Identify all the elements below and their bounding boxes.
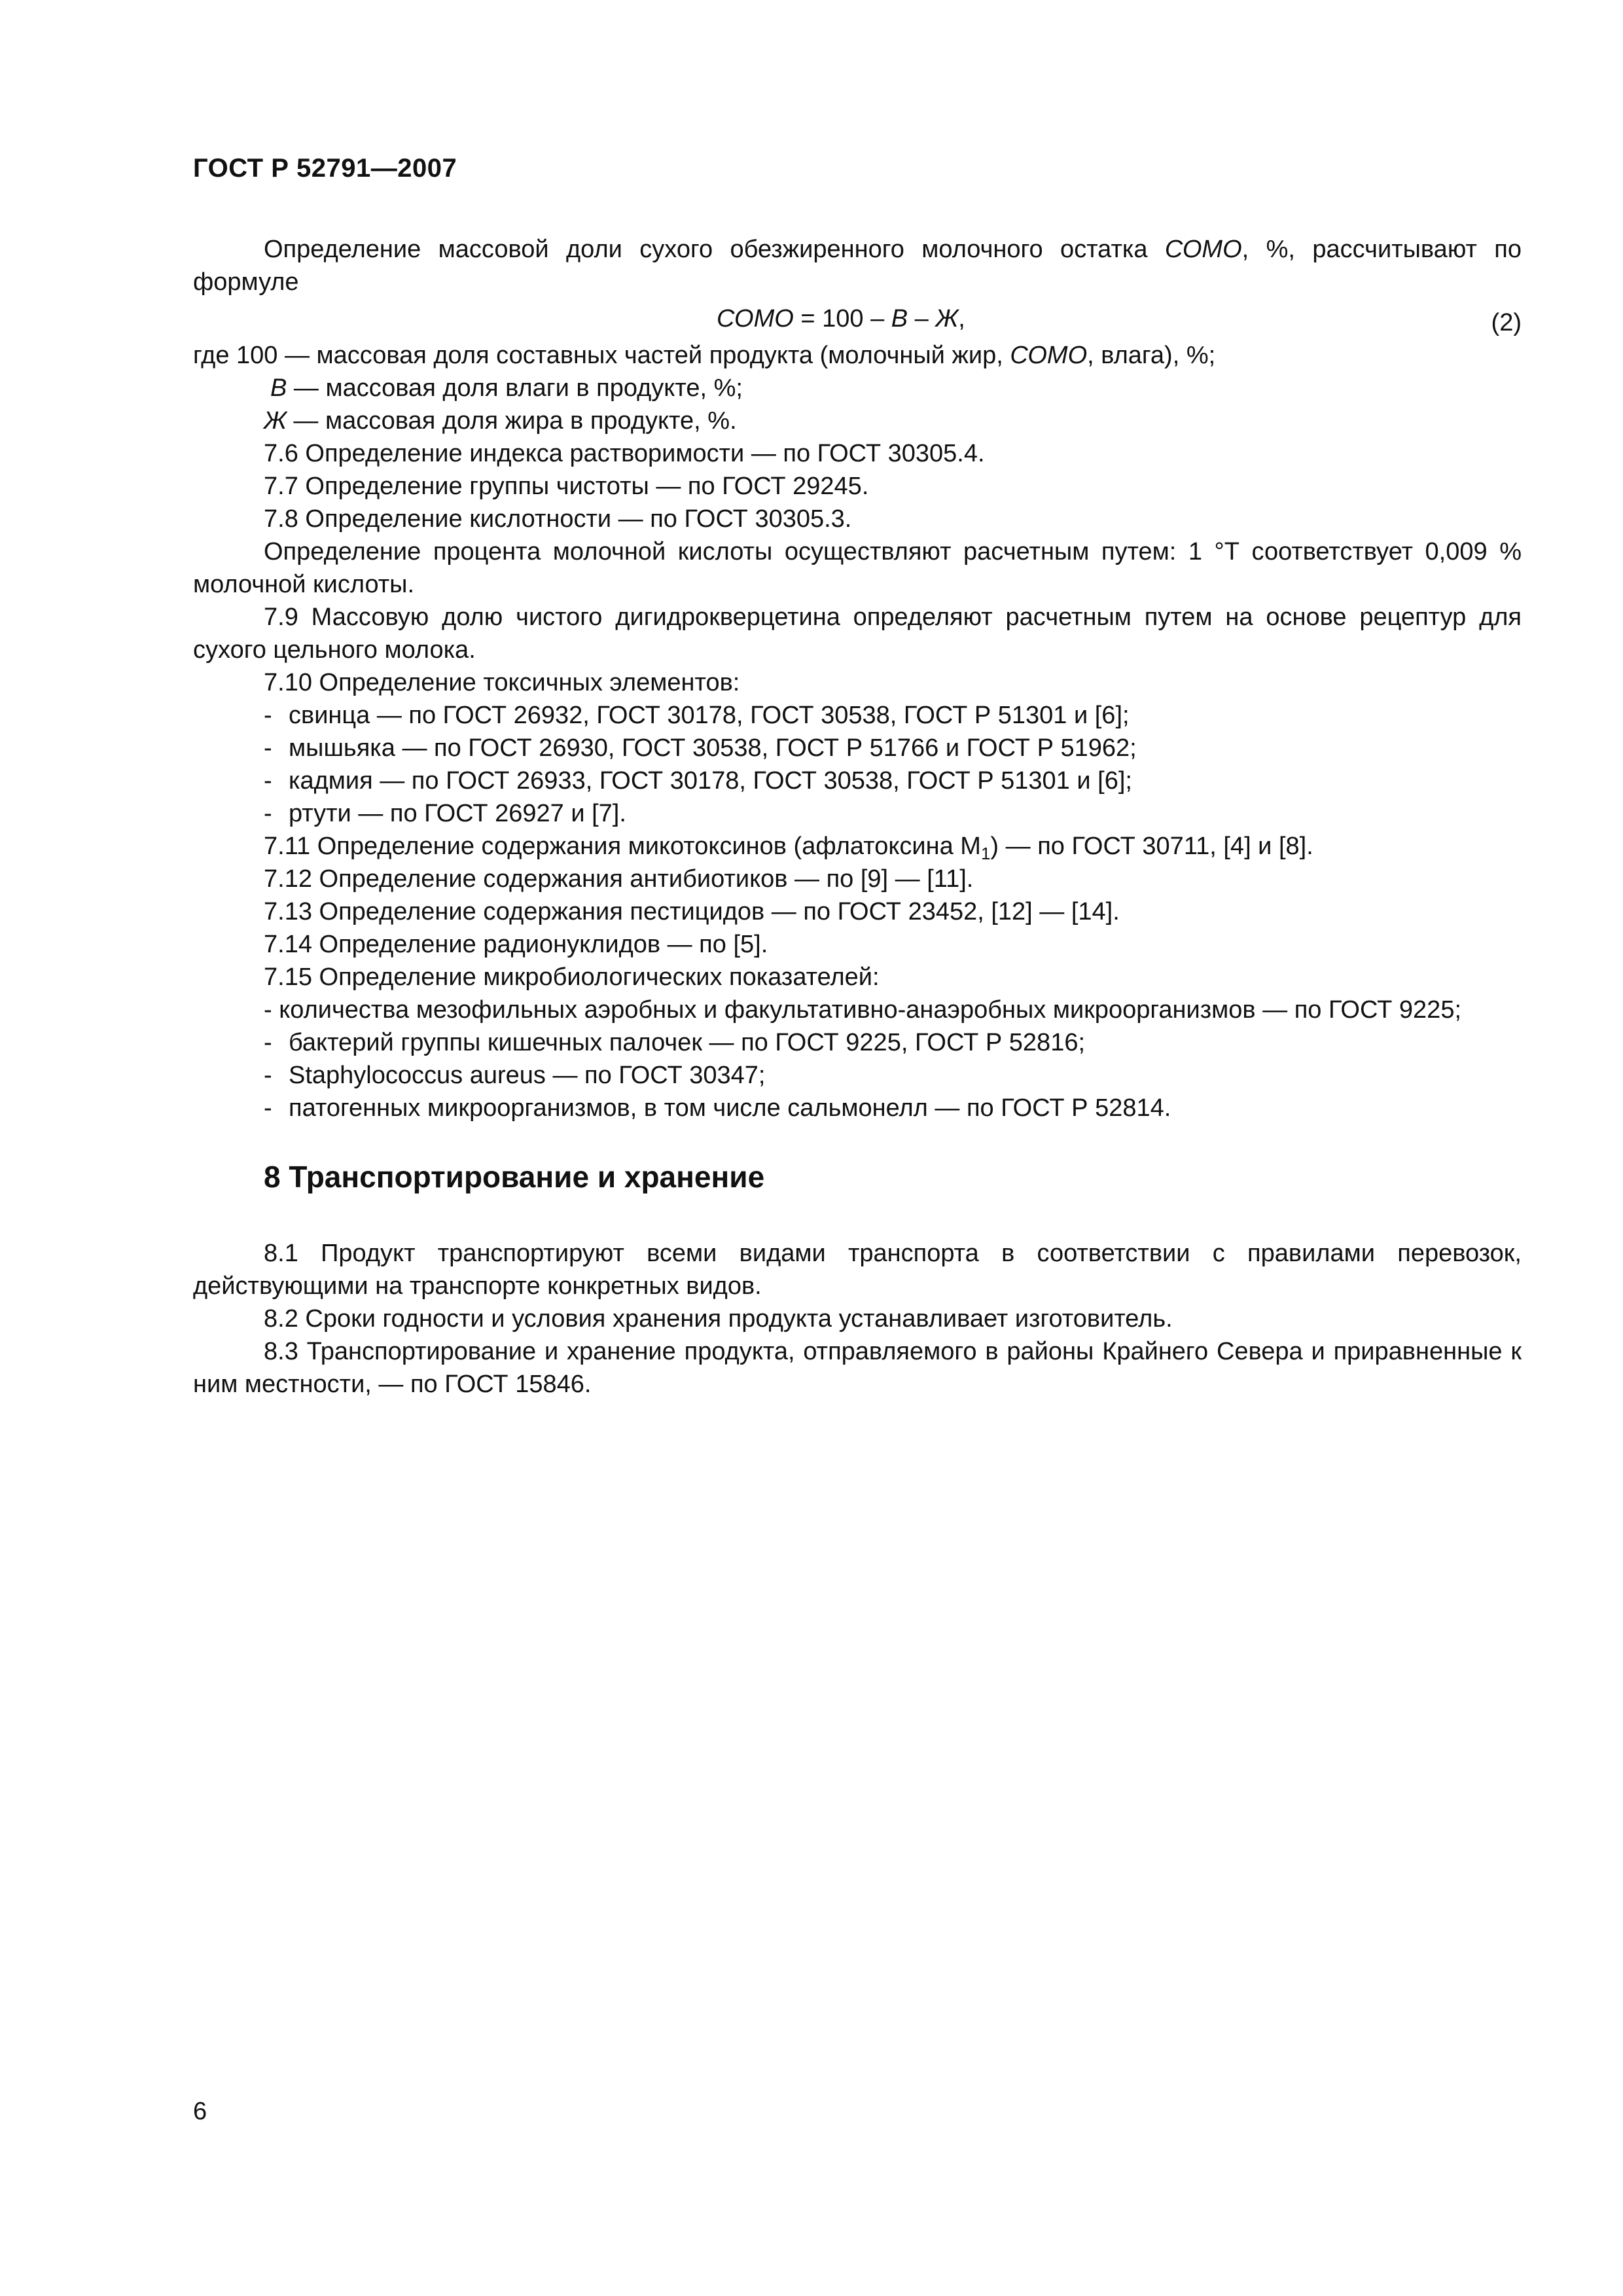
clause-8-3: 8.3 Транспортирование и хранение продукта, отправляемого в районы Крайнего Севера и приравненные к ним местности, — по ГОСТ 15846. — [193, 1338, 1522, 1398]
list-item: - Staphylococcus aureus — по ГОСТ 30347; — [264, 1062, 766, 1089]
standard-header: ГОСТ Р 52791—2007 — [193, 154, 457, 183]
page-body — [193, 154, 1522, 1401]
formula-number: (2) — [1491, 309, 1522, 336]
clause-7-6: 7.6 Определение индекса растворимости — по ГОСТ 30305.4. — [264, 440, 985, 467]
clause-8-1: 8.1 Продукт транспортируют всеми видами транспорта в соответствии с правилами перевозок, действующими на транспорте конкретных видов. — [193, 1240, 1522, 1300]
clause-7-12: 7.12 Определение содержания антибиотиков — по [9] — [11]. — [264, 865, 974, 893]
clause-7-14: 7.14 Определение радионуклидов — по [5]. — [264, 931, 768, 958]
page-number: 6 — [193, 2098, 207, 2125]
legend-line-100: где 100 — массовая доля составных частей продукта (молочный жир, СОМО, влага), %; — [193, 342, 1216, 369]
paragraph-somo: Определение массовой доли сухого обезжиренного молочного остатка СОМО, %, рассчитывают по формуле — [193, 236, 1522, 296]
clause-7-8: 7.8 Определение кислотности — по ГОСТ 30305.3. — [264, 505, 852, 533]
clause-7-10: 7.10 Определение токсичных элементов: — [264, 669, 740, 696]
legend-line-b: В — массовая доля влаги в продукте, %; — [270, 374, 743, 402]
clause-7-13: 7.13 Определение содержания пестицидов — по ГОСТ 23452, [12] — [14]. — [264, 898, 1120, 925]
clause-7-11: 7.11 Определение содержания микотоксинов (афлатоксина $М_1$) — по ГОСТ 30711, [4] и [8]. — [264, 833, 1313, 863]
list-item: - патогенных микроорганизмов, в том числе сальмонелл — по ГОСТ Р 52814. — [264, 1094, 1171, 1122]
clause-7-9: 7.9 Массовую долю чистого дигидрокверцетина определяют расчетным путем на основе рецептур для сухого цельного молока. — [193, 603, 1522, 664]
list-item: - свинца — по ГОСТ 26932, ГОСТ 30178, ГОСТ 30538, ГОСТ Р 51301 и [6]; — [264, 702, 1130, 729]
list-item: - кадмия — по ГОСТ 26933, ГОСТ 30178, ГОСТ 30538, ГОСТ Р 51301 и [6]; — [264, 767, 1132, 795]
formula-legend — [193, 339, 1522, 437]
list-item: - бактерий группы кишечных палочек — по ГОСТ 9225, ГОСТ Р 52816; — [264, 1029, 1086, 1056]
list-item-mesophilic: - количества мезофильных аэробных и факультативно-анаэробных микроорганизмов — по ГОСТ 9225; — [264, 996, 1462, 1024]
clause-8-2: 8.2 Сроки годности и условия хранения продукта устанавливает изготовитель. — [264, 1305, 1173, 1333]
clause-7-7: 7.7 Определение группы чистоты — по ГОСТ 29245. — [264, 473, 869, 500]
formula-expression: СОМО = 100 – В – Ж, — [717, 305, 965, 332]
formula-2 — [193, 298, 1522, 339]
section-8-heading: 8 Транспортирование и хранение — [264, 1160, 765, 1194]
list-item: - мышьяка — по ГОСТ 26930, ГОСТ 30538, ГОСТ Р 51766 и ГОСТ Р 51962; — [264, 734, 1137, 762]
list-item: - ртути — по ГОСТ 26927 и [7]. — [264, 800, 626, 827]
legend-line-zh: Ж — массовая доля жира в продукте, %. — [264, 407, 737, 435]
clause-7-15: 7.15 Определение микробиологических показателей: — [264, 963, 880, 991]
clause-7-8-note: Определение процента молочной кислоты осуществляют расчетным путем: 1 °Т соответствует 0,009 % молочной кислоты. — [193, 538, 1522, 598]
